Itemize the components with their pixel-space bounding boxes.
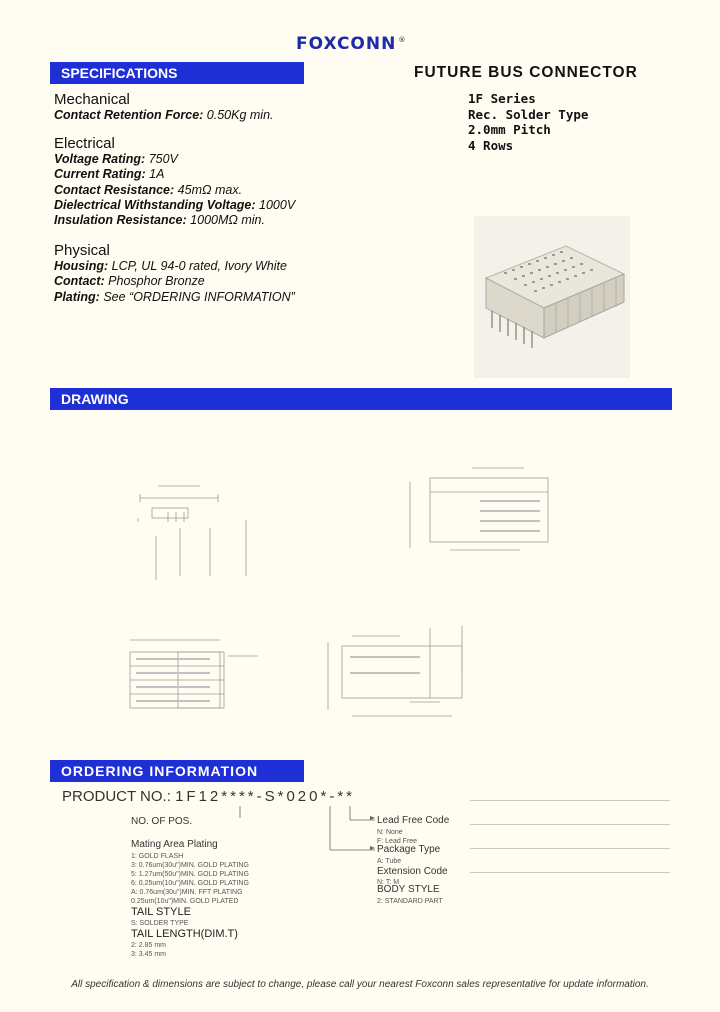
lead-free-option: F: Lead Free <box>377 838 418 845</box>
spec-value: 750V <box>145 152 178 166</box>
specifications-bar: SPECIFICATIONS <box>50 62 304 84</box>
drawing-bar: DRAWING <box>50 388 672 410</box>
lead-free-heading: Lead Free Code <box>377 815 450 826</box>
electrical-heading: Electrical <box>54 135 115 152</box>
mating-option: 3: 0.76um(30u")MIN. GOLD PLATING <box>131 862 249 869</box>
arrow-right-icon <box>370 816 375 820</box>
spec-value: 45mΩ max. <box>174 182 243 197</box>
spec-value: 0.50Kg min. <box>203 108 274 122</box>
product-number-code: 1F12****-S*020*-** <box>175 788 355 805</box>
series-line: 2.0mm Pitch <box>468 122 551 137</box>
tail-length-option: 3: 3.45 mm <box>131 951 167 958</box>
spec-value: 1000V <box>255 197 296 212</box>
spec-value: LCP, UL 94-0 rated, Ivory White <box>108 259 287 273</box>
body-style-option: 2: STANDARD PART <box>377 898 443 905</box>
spec-label: Insulation Resistance: <box>54 213 187 228</box>
footer-note: All specification & dimensions are subject to change, please call your nearest Foxconn sales representative for update information. <box>71 979 649 990</box>
tail-length-heading: TAIL LENGTH(DIM.T) <box>131 928 238 940</box>
ordering-information-bar: ORDERING INFORMATION <box>50 760 304 782</box>
mating-option: 0.25um(10u")MIN. GOLD PLATED <box>131 898 239 905</box>
registered-mark: ® <box>398 36 407 45</box>
spec-value: Phosphor Bronze <box>104 274 205 289</box>
arrow-right-icon <box>370 846 375 850</box>
series-line: 1F Series <box>468 91 536 106</box>
product-title: FUTURE BUS CONNECTOR <box>414 64 638 81</box>
package-type-option: A: Tube <box>377 858 402 865</box>
product-number-label: PRODUCT NO.: <box>62 788 171 805</box>
extension-code-option: N: T: M <box>377 879 400 886</box>
spec-label: Contact: <box>54 274 105 289</box>
spec-label: Voltage Rating: <box>54 152 146 166</box>
spec-label: Contact Resistance: <box>54 182 175 197</box>
spec-label: Dielectrical Withstanding Voltage: <box>54 197 256 212</box>
logo-text: FOXCONN <box>296 34 397 54</box>
physical-heading: Physical <box>54 242 110 259</box>
tail-length-option: 2: 2.85 mm <box>131 942 167 949</box>
mating-option: 1: GOLD FLASH <box>131 853 184 860</box>
mating-plating-heading: Mating Area Plating <box>131 839 218 850</box>
mechanical-heading: Mechanical <box>54 91 130 108</box>
body-style-heading: BODY STYLE <box>377 884 440 895</box>
spec-value: 1A <box>145 167 165 182</box>
no-of-pos-label: NO. OF POS. <box>131 816 193 827</box>
series-line: 4 Rows <box>468 137 514 153</box>
spec-label: Housing: <box>54 259 109 273</box>
tail-style-option: S: SOLDER TYPE <box>131 920 189 927</box>
lead-free-option: N: None <box>377 829 403 836</box>
package-type-heading: Package Type <box>377 844 441 855</box>
mating-option: 6: 0.25um(10u")MIN. GOLD PLATING <box>131 880 249 887</box>
tail-style-heading: TAIL STYLE <box>131 906 191 918</box>
table-rule <box>470 824 670 825</box>
table-rule <box>470 848 670 849</box>
spec-value: See “ORDERING INFORMATION” <box>99 289 295 304</box>
spec-value: 1000MΩ min. <box>186 213 265 228</box>
table-rule <box>470 800 670 801</box>
faint-dimension-table <box>470 800 670 896</box>
spec-label: Plating: <box>54 289 100 304</box>
spec-label: Current Rating: <box>54 167 146 182</box>
table-rule <box>470 872 670 873</box>
spec-label: Contact Retention Force: <box>54 108 204 122</box>
series-line: Rec. Solder Type <box>468 106 589 122</box>
mating-option: A: 0.76um(30u")MIN. FFT PLATING <box>131 889 243 896</box>
mating-option: 5: 1.27um(50u")MIN. GOLD PLATING <box>131 871 249 878</box>
extension-code-heading: Extension Code <box>377 866 448 877</box>
